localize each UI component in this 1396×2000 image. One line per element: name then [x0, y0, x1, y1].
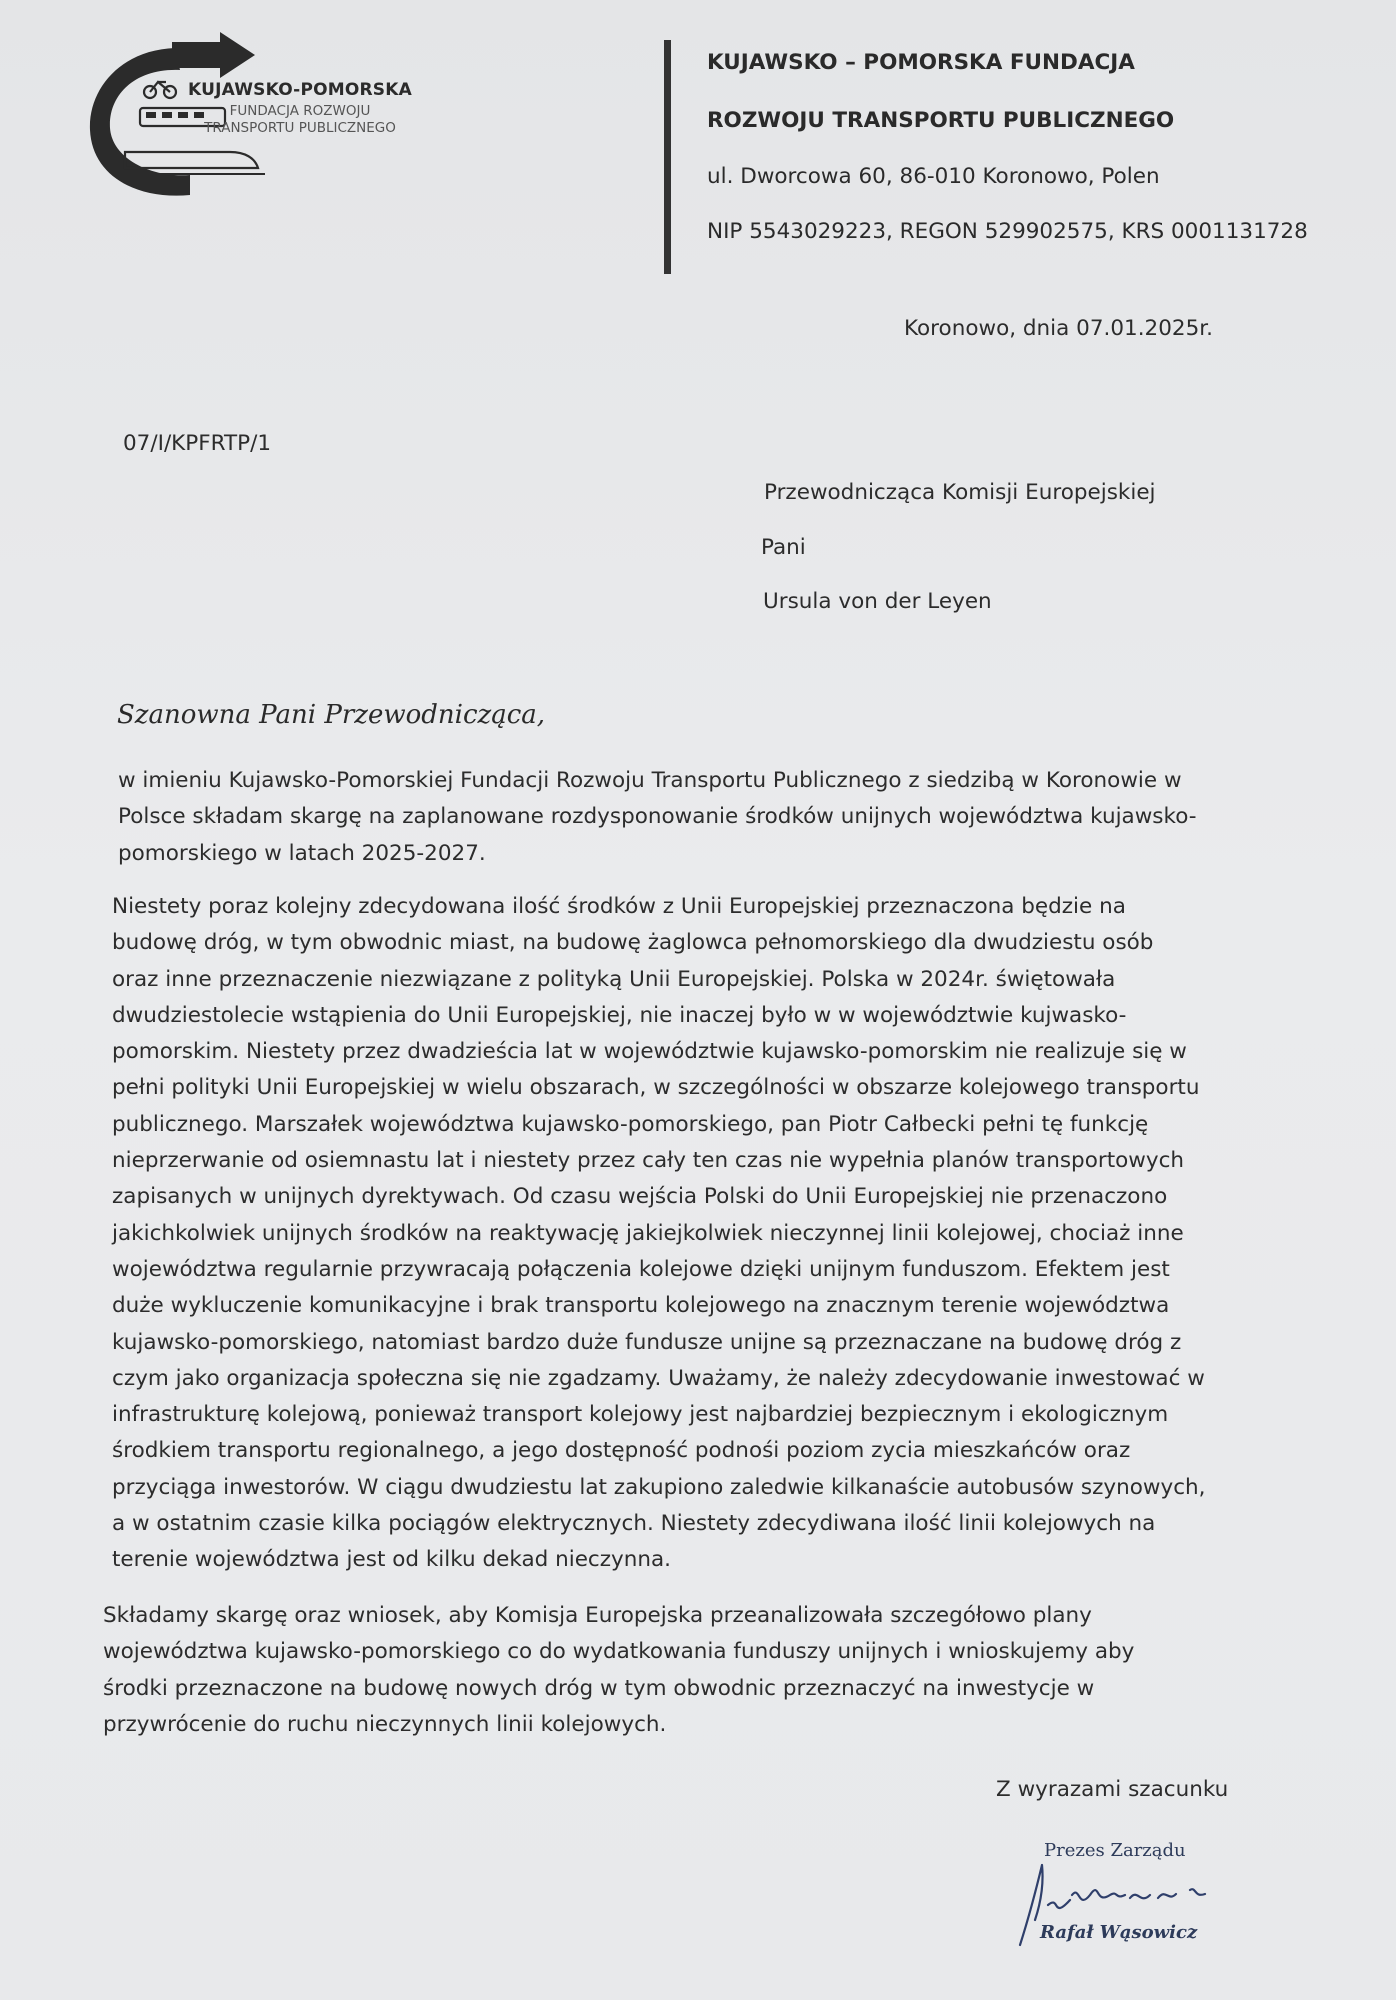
paragraph-line: pomorskiego w latach 2025-2027. [118, 840, 486, 866]
closing-phrase: Z wyrazami szacunku [996, 1777, 1229, 1802]
org-registry-numbers: NIP 5543029223, REGON 529902575, KRS 0001131728 [707, 219, 1308, 244]
foundation-logo [80, 30, 420, 200]
paragraph-1 [118, 763, 1268, 872]
paragraph-line: infrastrukturę kolejową, ponieważ transport kolejowy jest najbardziej bezpiecznym i ekologicznym [112, 1402, 1169, 1428]
paragraph-line: jakichkolwiek unijnych środków na reaktywację jakiejkolwiek nieczynnej linii kolejowej, chociaż inne [112, 1220, 1184, 1246]
paragraph-line: nieprzerwanie od osiemnastu lat i niestety przez cały ten czas nie wypełnia planów transportowych [112, 1148, 1185, 1174]
paragraph-line: środki przeznaczone na budowę nowych dróg w tym obwodnic przeznaczyć na inwestycje w [103, 1675, 1095, 1701]
paragraph-line: w imieniu Kujawsko-Pomorskiej Fundacji Rozwoju Transportu Publicznego z siedzibą w Koronowie w [118, 768, 1182, 793]
reference-number: 07/I/KPFRTP/1 [123, 431, 272, 456]
paragraph-line: zapisanych w unijnych dyrektywach. Od czasu wejścia Polski do Unii Europejskiej nie przenaczono [112, 1184, 1168, 1210]
paragraph-line: kujawsko-pomorskiego, natomiast bardzo duże fundusze unijne są przeznaczane na budowę dróg z [112, 1329, 1182, 1355]
paragraph-line: przywrócenie do ruchu nieczynnych linii kolejowych. [103, 1711, 667, 1737]
place-and-date: Koronowo, dnia 07.01.2025r. [904, 316, 1213, 341]
paragraph-line: województwa kujawsko-pomorskiego co do wydatkowania funduszy unijnych i wnioskujemy aby [103, 1639, 1135, 1665]
paragraph-line: województwa regularnie przywracają połączenia kolejowe dzięki unijnym funduszom. Efektem jest [112, 1256, 1170, 1282]
paragraph-line: pomorskim. Niestety przez dwadzieścia lat w województwie kujawsko-pomorskim nie realizuje się w [112, 1039, 1187, 1065]
salutation: Szanowna Pani Przewodnicząca, [117, 700, 546, 730]
signature-stamp [1000, 1830, 1260, 1960]
paragraph-line: dwudziestolecie wstąpienia do Unii Europejskiej, nie inaczej było w w województwie kujwasko- [112, 1002, 1127, 1028]
logo-subtitle-line: FUNDACJA ROZWOJU [229, 103, 371, 119]
logo-title: KUJAWSKO-POMORSKA [188, 80, 412, 100]
paragraph-line: Polsce składam skargę na zaplanowane rozdysponowanie środków unijnych województwa kujawsko- [118, 804, 1197, 830]
paragraph-line: duże wykluczenie komunikacyjne i brak transportu kolejowego na znacznym terenie województwa [112, 1293, 1170, 1319]
paragraph-line: a w ostatnim czasie kilka pociągów elektrycznych. Niestety zdecydiwana ilość linii kolejowych na [112, 1511, 1156, 1537]
paragraph-line: Niestety poraz kolejny zdecydowana ilość środków z Unii Europejskiej przeznaczona będzie na [112, 894, 1126, 919]
org-name-line1: KUJAWSKO – POMORSKA FUNDACJA [707, 50, 1135, 75]
org-name-line2: ROZWOJU TRANSPORTU PUBLICZNEGO [707, 108, 1175, 133]
paragraph-line: terenie województwa jest od kilku dekad nieczynna. [112, 1547, 672, 1573]
paragraph-line: Składamy skargę oraz wniosek, aby Komisja Europejska przeanalizowała szczegółowo plany [103, 1603, 1092, 1628]
recipient-honorific: Pani [761, 535, 806, 560]
handwritten-signature-icon [1000, 1850, 1260, 1960]
paragraph-3 [103, 1598, 1273, 1743]
paragraph-line: pełni polityki Unii Europejskiej w wielu obszarach, w szczególności w obszarze kolejowego transportu [112, 1075, 1200, 1101]
paragraph-line: przyciąga inwestorów. W ciągu dwudziestu lat zakupiono zaledwie kilkanaście autobusów szynowych, [112, 1474, 1206, 1500]
recipient-name: Ursula von der Leyen [763, 589, 992, 614]
stamp-name: Rafał Wąsowicz [1040, 1922, 1198, 1943]
paragraph-line: czym jako organizacja społeczna się nie zgadzamy. Uważamy, że należy zdecydowanie inwestować w [112, 1365, 1205, 1391]
paragraph-line: środkiem transportu regionalnego, a jego dostępność podnośi poziom zycia mieszkańców oraz [112, 1438, 1131, 1464]
org-address: ul. Dworcowa 60, 86-010 Koronowo, Polen [707, 164, 1160, 189]
header-divider [664, 40, 671, 274]
paragraph-line: oraz inne przeznaczenie niezwiązane z polityką Unii Europejskiej. Polska w 2024r. świętowała [112, 966, 1116, 992]
stamp-title: Prezes Zarządu [1044, 1840, 1186, 1861]
logo-subtitle [180, 103, 420, 137]
paragraph-line: budowę dróg, w tym obwodnic miast, na budowę żaglowca pełnomorskiego dla dwudziestu osób [112, 930, 1154, 956]
logo-subtitle-line: TRANSPORTU PUBLICZNEGO [204, 120, 396, 136]
recipient-title: Przewodnicząca Komisji Europejskiej [764, 480, 1156, 505]
paragraph-2 [112, 889, 1272, 1579]
paragraph-line: publicznego. Marszałek województwa kujawsko-pomorskiego, pan Piotr Całbecki pełni tę funkcję [112, 1111, 1149, 1137]
